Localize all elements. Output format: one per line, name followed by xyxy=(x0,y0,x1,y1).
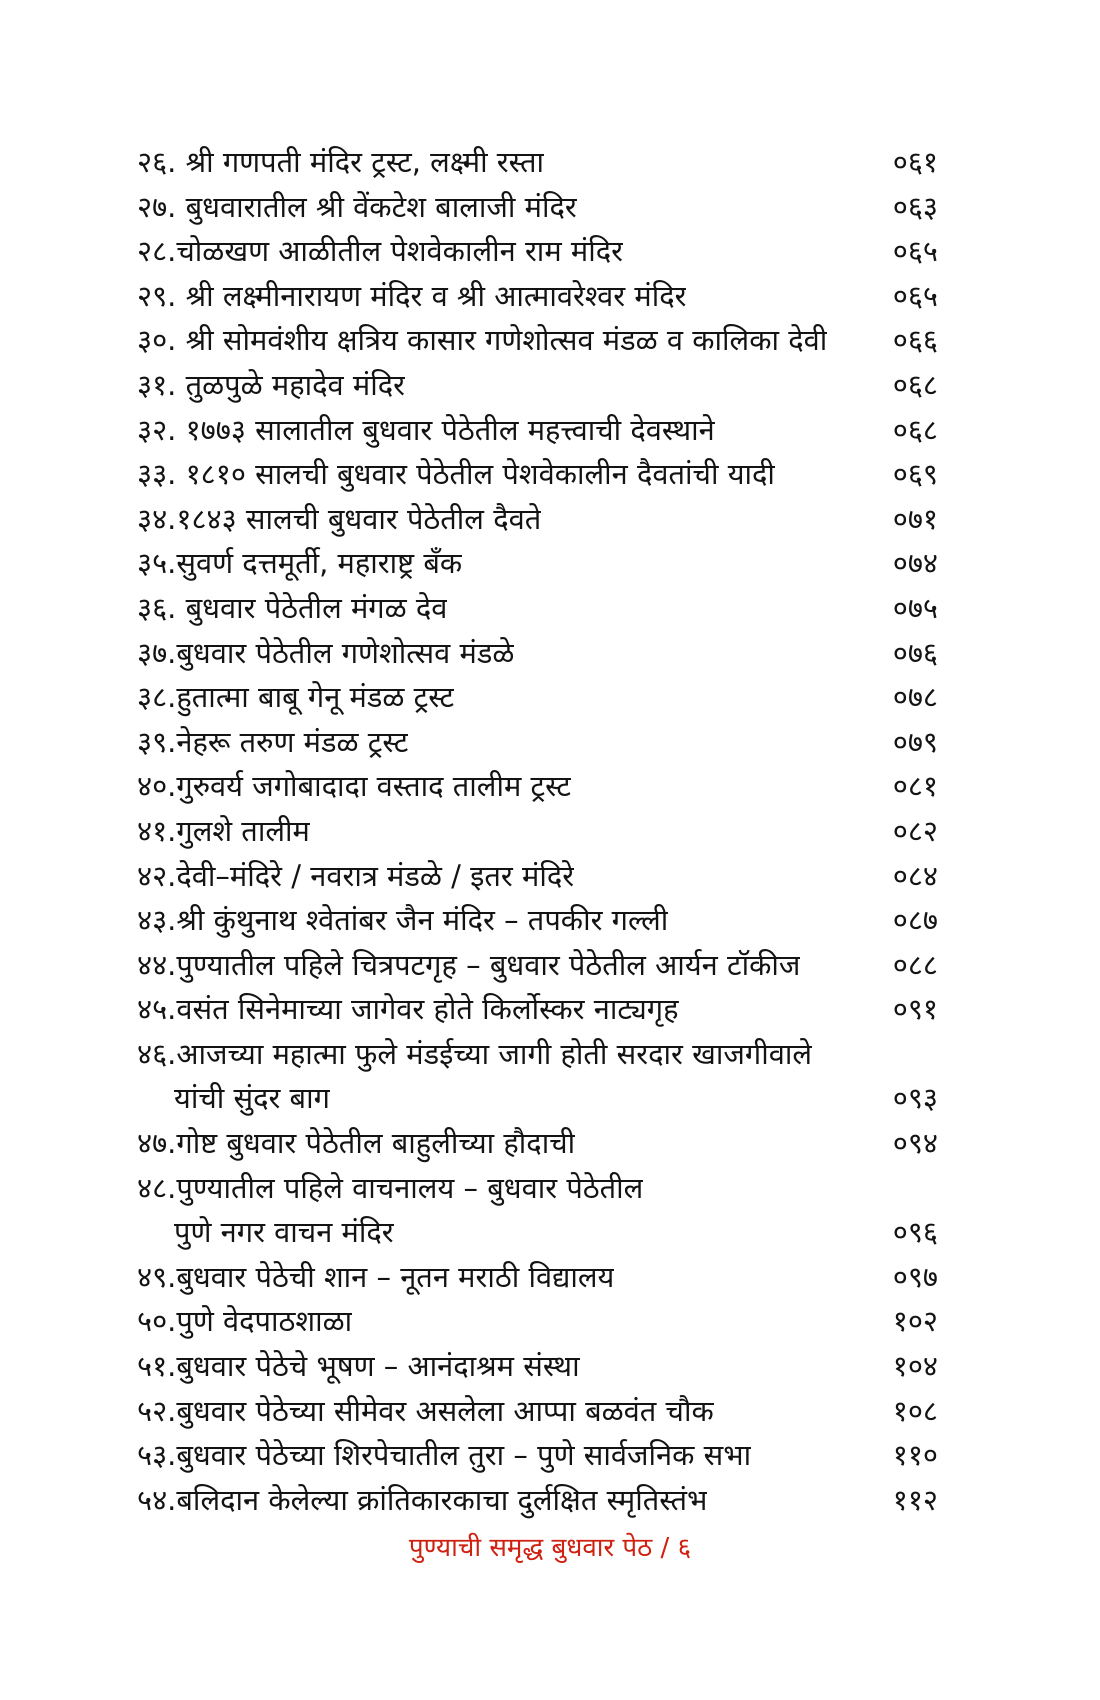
toc-entry-title: ५०.पुणे वेदपाठशाळा xyxy=(137,1304,353,1339)
page-footer: पुण्याची समृद्ध बुधवार पेठ / ६ xyxy=(408,1533,692,1563)
toc-row xyxy=(137,943,938,988)
toc-page-number: १०४ xyxy=(892,1349,938,1384)
toc-row xyxy=(137,140,938,185)
toc-entry-title: २८.चोळखण आळीतील पेशवेकालीन राम मंदिर xyxy=(137,234,623,269)
toc-row xyxy=(137,452,938,497)
toc-page-number: ०६१ xyxy=(892,145,938,179)
toc-row xyxy=(137,1344,938,1389)
toc-row xyxy=(137,1299,938,1344)
toc-page-number: ०६३ xyxy=(892,189,938,224)
toc-entry-title: ३३. १८१० सालची बुधवार पेठेतील पेशवेकालीन दैवतांची यादी xyxy=(137,457,775,492)
toc-page-number: ०८७ xyxy=(892,903,938,938)
toc-entry-title: ३४.१८४३ सालची बुधवार पेठेतील दैवते xyxy=(137,501,542,536)
toc-page-number: ०७५ xyxy=(892,590,938,625)
toc-page-number: ०७८ xyxy=(892,680,938,715)
toc-entry-title: २७. बुधवारातील श्री वेंकटेश बालाजी मंदिर xyxy=(137,189,577,224)
toc-entry-title: २६. श्री गणपती मंदिर ट्रस्ट, लक्ष्मी रस्ता xyxy=(137,145,544,179)
toc-entry-title-continuation: पुणे नगर वाचन मंदिर xyxy=(174,1215,394,1250)
toc-row xyxy=(137,497,938,542)
toc-entry-title: ४७.गोष्ट बुधवार पेठेतील बाहुलीच्या हौदाची xyxy=(137,1126,576,1161)
toc-entry-title: ४६.आजच्या महात्मा फुले मंडईच्या जागी होती सरदार खाजगीवाले xyxy=(137,1036,813,1071)
toc-entry-title: ३२. १७७३ सालातील बुधवार पेठेतील महत्त्वाची देवस्थाने xyxy=(137,412,715,447)
toc-page-number: ०९१ xyxy=(892,992,938,1027)
toc-entry-title: ३१. तुळपुळे महादेव मंदिर xyxy=(137,367,406,402)
table-of-contents xyxy=(137,140,938,1522)
toc-row xyxy=(137,898,938,943)
toc-entry-title-continuation: यांची सुंदर बाग xyxy=(174,1081,330,1116)
toc-page-number: ०९६ xyxy=(892,1215,938,1250)
toc-entry-title: ५३.बुधवार पेठेच्या शिरपेचातील तुरा – पुणे सार्वजनिक सभा xyxy=(137,1438,752,1473)
toc-page-number: ०७१ xyxy=(892,501,938,536)
toc-page-number: ०७६ xyxy=(892,635,938,670)
toc-row xyxy=(137,1255,938,1300)
toc-row xyxy=(137,1032,938,1077)
toc-entry-title: ३५.सुवर्ण दत्तमूर्ती, महाराष्ट्र बँक xyxy=(137,546,463,581)
toc-entry-title: ३६. बुधवार पेठेतील मंगळ देव xyxy=(137,590,448,625)
toc-row xyxy=(137,408,938,453)
toc-page-number: ०६८ xyxy=(892,367,938,402)
toc-page-number: ०९३ xyxy=(892,1081,938,1116)
toc-row xyxy=(137,720,938,765)
toc-row xyxy=(137,274,938,319)
toc-page-number: ०९७ xyxy=(892,1259,938,1294)
toc-row xyxy=(137,809,938,854)
toc-entry-title: ४९.बुधवार पेठेची शान – नूतन मराठी विद्यालय xyxy=(137,1259,615,1294)
toc-row xyxy=(137,363,938,408)
toc-page-number: ११० xyxy=(892,1438,938,1473)
toc-entry-title: ४४.पुण्यातील पहिले चित्रपटगृह – बुधवार पेठेतील आर्यन टॉकीज xyxy=(137,947,801,982)
toc-page-number: ०८१ xyxy=(892,769,938,804)
toc-page-number: ११२ xyxy=(892,1482,938,1517)
toc-row xyxy=(137,1433,938,1478)
toc-page-number: ०६९ xyxy=(892,457,938,492)
toc-entry-title: ३७.बुधवार पेठेतील गणेशोत्सव मंडळे xyxy=(137,635,515,670)
toc-entry-title: ५२.बुधवार पेठेच्या सीमेवर असलेला आप्पा बळवंत चौक xyxy=(137,1393,714,1428)
toc-entry-title: ५४.बलिदान केलेल्या क्रांतिकारकाचा दुर्लक्षित स्मृतिस्तंभ xyxy=(137,1482,708,1517)
toc-row xyxy=(137,1121,938,1166)
toc-entry-title: ४१.गुलशे तालीम xyxy=(137,813,310,848)
toc-page-number: ०८२ xyxy=(892,813,938,848)
toc-page-number: ०६६ xyxy=(892,323,938,358)
toc-row xyxy=(137,318,938,363)
toc-page-number: ०६५ xyxy=(892,234,938,269)
toc-row xyxy=(137,854,938,899)
toc-entry-title: ५१.बुधवार पेठेचे भूषण – आनंदाश्रम संस्था xyxy=(137,1349,580,1384)
toc-entry-title: ३९.नेहरू तरुण मंडळ ट्रस्ट xyxy=(137,724,409,759)
toc-row xyxy=(137,185,938,230)
toc-page-number: १०८ xyxy=(892,1393,938,1428)
toc-row xyxy=(137,987,938,1032)
toc-row xyxy=(137,1166,938,1211)
toc-entry-title: ४०.गुरुवर्य जगोबादादा वस्ताद तालीम ट्रस्ट xyxy=(137,769,572,804)
toc-page-number: ०७९ xyxy=(892,724,938,759)
toc-page-number: ०७४ xyxy=(892,546,938,581)
toc-entry-title: ४५.वसंत सिनेमाच्या जागेवर होते किर्लोस्कर नाट्यगृह xyxy=(137,992,679,1027)
toc-row xyxy=(137,1478,938,1523)
toc-entry-title: ४८.पुण्यातील पहिले वाचनालय – बुधवार पेठेतील xyxy=(137,1170,644,1205)
toc-page-number: ०६८ xyxy=(892,412,938,447)
toc-row xyxy=(137,541,938,586)
toc-entry-title: ३८.हुतात्मा बाबू गेनू मंडळ ट्रस्ट xyxy=(137,680,455,715)
toc-entry-title: ४३.श्री कुंथुनाथ श्वेतांबर जैन मंदिर – तपकीर गल्ली xyxy=(137,903,669,938)
toc-page-number: ०९४ xyxy=(892,1126,938,1161)
toc-page-number: १०२ xyxy=(892,1304,938,1339)
toc-page-number: ०६५ xyxy=(892,278,938,313)
toc-page-number: ०८८ xyxy=(892,947,938,982)
toc-row xyxy=(137,675,938,720)
toc-entry-title: २९. श्री लक्ष्मीनारायण मंदिर व श्री आत्मावरेश्वर मंदिर xyxy=(137,278,687,313)
toc-entry-title: ३०. श्री सोमवंशीय क्षत्रिय कासार गणेशोत्सव मंडळ व कालिका देवी xyxy=(137,323,828,358)
toc-row xyxy=(137,586,938,631)
toc-row xyxy=(137,1076,938,1121)
toc-row xyxy=(137,1389,938,1434)
toc-row xyxy=(137,229,938,274)
toc-row xyxy=(137,764,938,809)
toc-page-number: ०८४ xyxy=(892,858,938,893)
toc-row xyxy=(137,1210,938,1255)
toc-entry-title: ४२.देवी–मंदिरे / नवरात्र मंडळे / इतर मंदिरे xyxy=(137,858,575,893)
toc-row xyxy=(137,631,938,676)
